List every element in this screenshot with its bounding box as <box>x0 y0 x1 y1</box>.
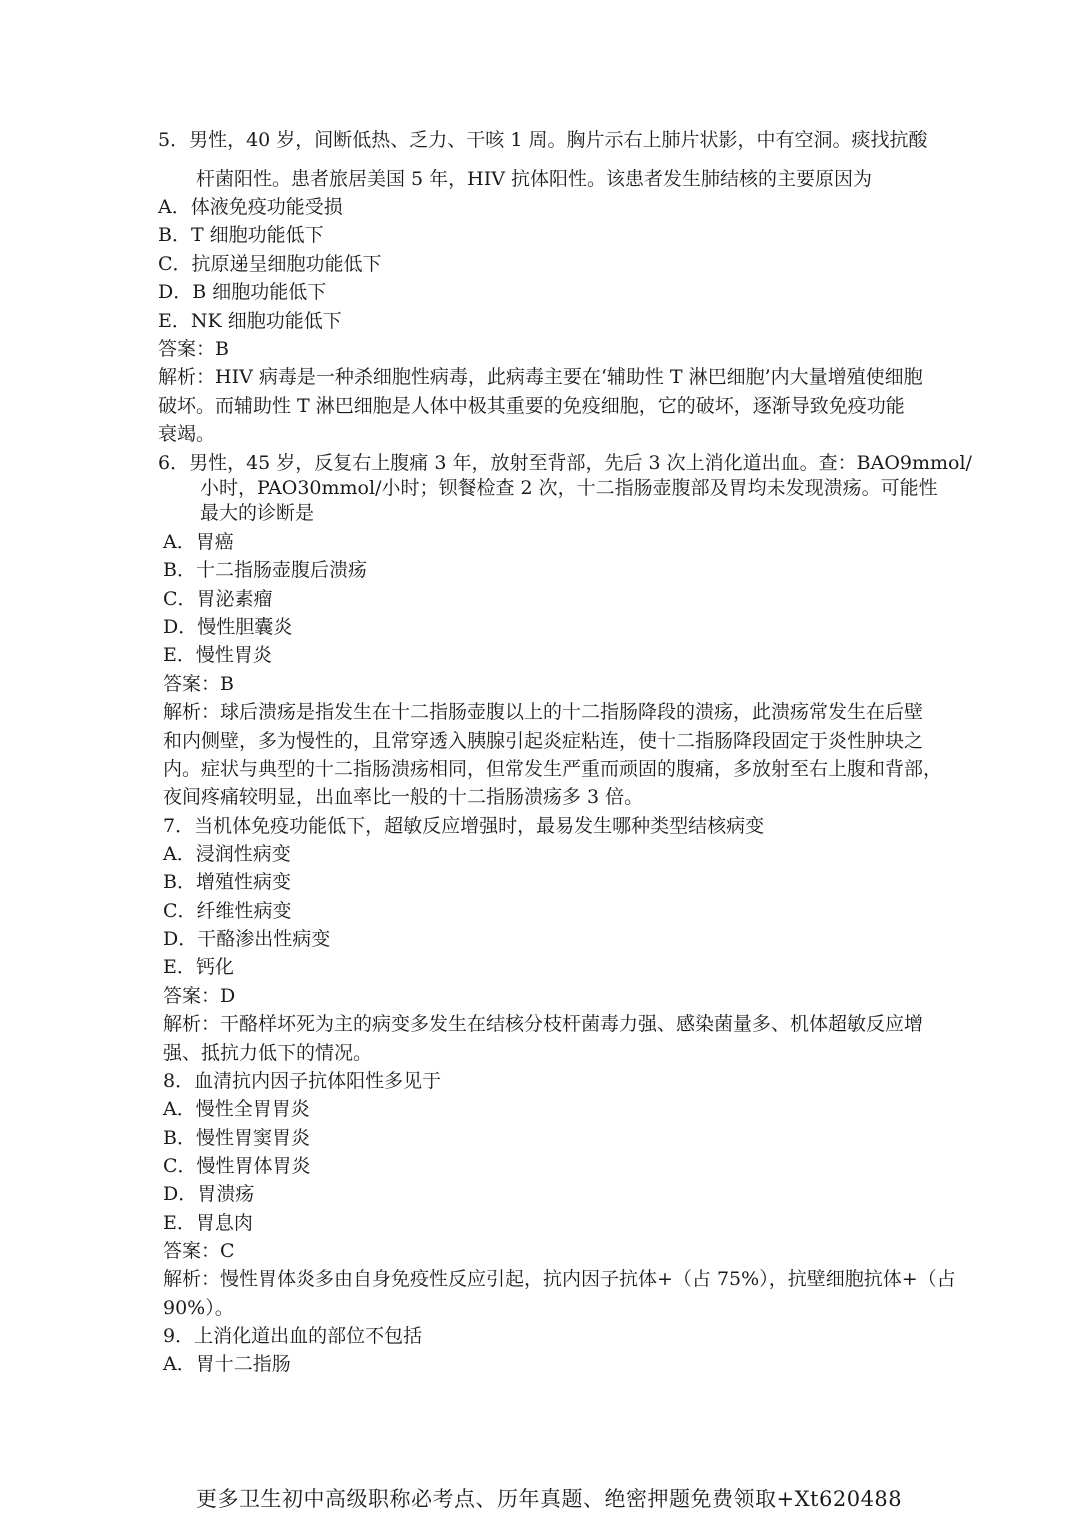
question-9-stem: 9．上消化道出血的部位不包括 <box>163 1325 423 1347</box>
question-8-option-b: B．慢性胃窦胃炎 <box>163 1127 310 1149</box>
question-8-option-a: A．慢性全胃胃炎 <box>163 1098 310 1120</box>
question-5-analysis-line-1: 解析：HIV 病毒是一种杀细胞性病毒，此病毒主要在‘辅助性 T 淋巴细胞’内大量增殖使细胞 <box>158 366 923 388</box>
question-6-stem-line-2: 小时，PAO30mmol/小时；钡餐检查 2 次，十二指肠壶腹部及胃均未发现溃疡。可能性 <box>200 477 938 499</box>
question-5-option-a: A．体液免疫功能受损 <box>158 196 343 218</box>
question-6-option-e: E．慢性胃炎 <box>163 644 272 666</box>
question-6-answer: 答案：B <box>163 673 234 695</box>
question-6-option-d: D．慢性胆囊炎 <box>163 616 293 638</box>
question-7-analysis-line-1: 解析：干酪样坏死为主的病变多发生在结核分枝杆菌毒力强、感染菌量多、机体超敏反应增 <box>163 1013 924 1035</box>
question-8-analysis-line-1: 解析：慢性胃体炎多由自身免疫性反应引起，抗内因子抗体+（占 75%），抗壁细胞抗体+（占 <box>163 1268 956 1290</box>
question-5-analysis-line-2: 破坏。而辅助性 T 淋巴细胞是人体中极其重要的免疫细胞，它的破坏，逐渐导致免疫功能 <box>158 395 905 417</box>
question-5-option-c: C．抗原递呈细胞功能低下 <box>158 253 382 275</box>
question-5-option-e: E．NK 细胞功能低下 <box>158 310 342 332</box>
question-8-answer: 答案：C <box>163 1240 235 1262</box>
question-8-stem: 8．血清抗内因子抗体阳性多见于 <box>163 1070 442 1092</box>
question-6-analysis-line-3: 内。症状与典型的十二指肠溃疡相同，但常发生严重而顽固的腹痛，多放射至右上腹和背部， <box>163 758 943 780</box>
question-5-stem-line-1: 5．男性，40 岁，间断低热、乏力、干咳 1 周。胸片示右上肺片状影，中有空洞。痰找抗酸 <box>158 129 928 151</box>
question-6-analysis-line-2: 和内侧壁，多为慢性的，且常穿透入胰腺引起炎症粘连，使十二指肠降段固定于炎性肿块之 <box>163 730 924 752</box>
question-7-answer: 答案：D <box>163 985 236 1007</box>
question-7-stem: 7．当机体免疫功能低下，超敏反应增强时，最易发生哪种类型结核病变 <box>163 815 765 837</box>
question-6-stem-line-1: 6．男性，45 岁，反复右上腹痛 3 年，放射至背部，先后 3 次上消化道出血。查：BAO9mmol/ <box>158 452 972 474</box>
question-5-answer: 答案：B <box>158 338 229 360</box>
question-6-option-c: C．胃泌素瘤 <box>163 588 273 610</box>
question-5-stem-line-2: 杆菌阳性。患者旅居美国 5 年，HIV 抗体阳性。该患者发生肺结核的主要原因为 <box>196 168 873 190</box>
question-8-option-e: E．胃息肉 <box>163 1212 253 1234</box>
question-6-analysis-line-4: 夜间疼痛较明显，出血率比一般的十二指肠溃疡多 3 倍。 <box>163 786 644 808</box>
question-8-analysis-line-2: 90%）。 <box>163 1297 234 1319</box>
question-7-option-c: C．纤维性病变 <box>163 900 292 922</box>
question-8-option-d: D．胃溃疡 <box>163 1183 255 1205</box>
question-7-option-b: B．增殖性病变 <box>163 871 291 893</box>
question-6-option-a: A．胃癌 <box>163 531 234 553</box>
question-5-option-b: B．T 细胞功能低下 <box>158 224 324 246</box>
question-8-option-c: C．慢性胃体胃炎 <box>163 1155 311 1177</box>
question-7-analysis-line-2: 强、抵抗力低下的情况。 <box>163 1042 373 1064</box>
question-5-analysis-line-3: 衰竭。 <box>158 423 216 445</box>
question-7-option-d: D．干酪渗出性病变 <box>163 928 331 950</box>
question-7-option-a: A．浸润性病变 <box>163 843 291 865</box>
question-5-option-d: D．B 细胞功能低下 <box>158 281 327 303</box>
question-6-analysis-line-1: 解析：球后溃疡是指发生在十二指肠壶腹以上的十二指肠降段的溃疡，此溃疡常发生在后壁 <box>163 701 924 723</box>
question-6-option-b: B．十二指肠壶腹后溃疡 <box>163 559 367 581</box>
question-6-stem-line-3: 最大的诊断是 <box>200 502 315 524</box>
footer-promo-text: 更多卫生初中高级职称必考点、历年真题、绝密押题免费领取+Xt620488 <box>196 1487 903 1511</box>
question-9-option-a: A．胃十二指肠 <box>163 1353 291 1375</box>
question-7-option-e: E．钙化 <box>163 956 234 978</box>
